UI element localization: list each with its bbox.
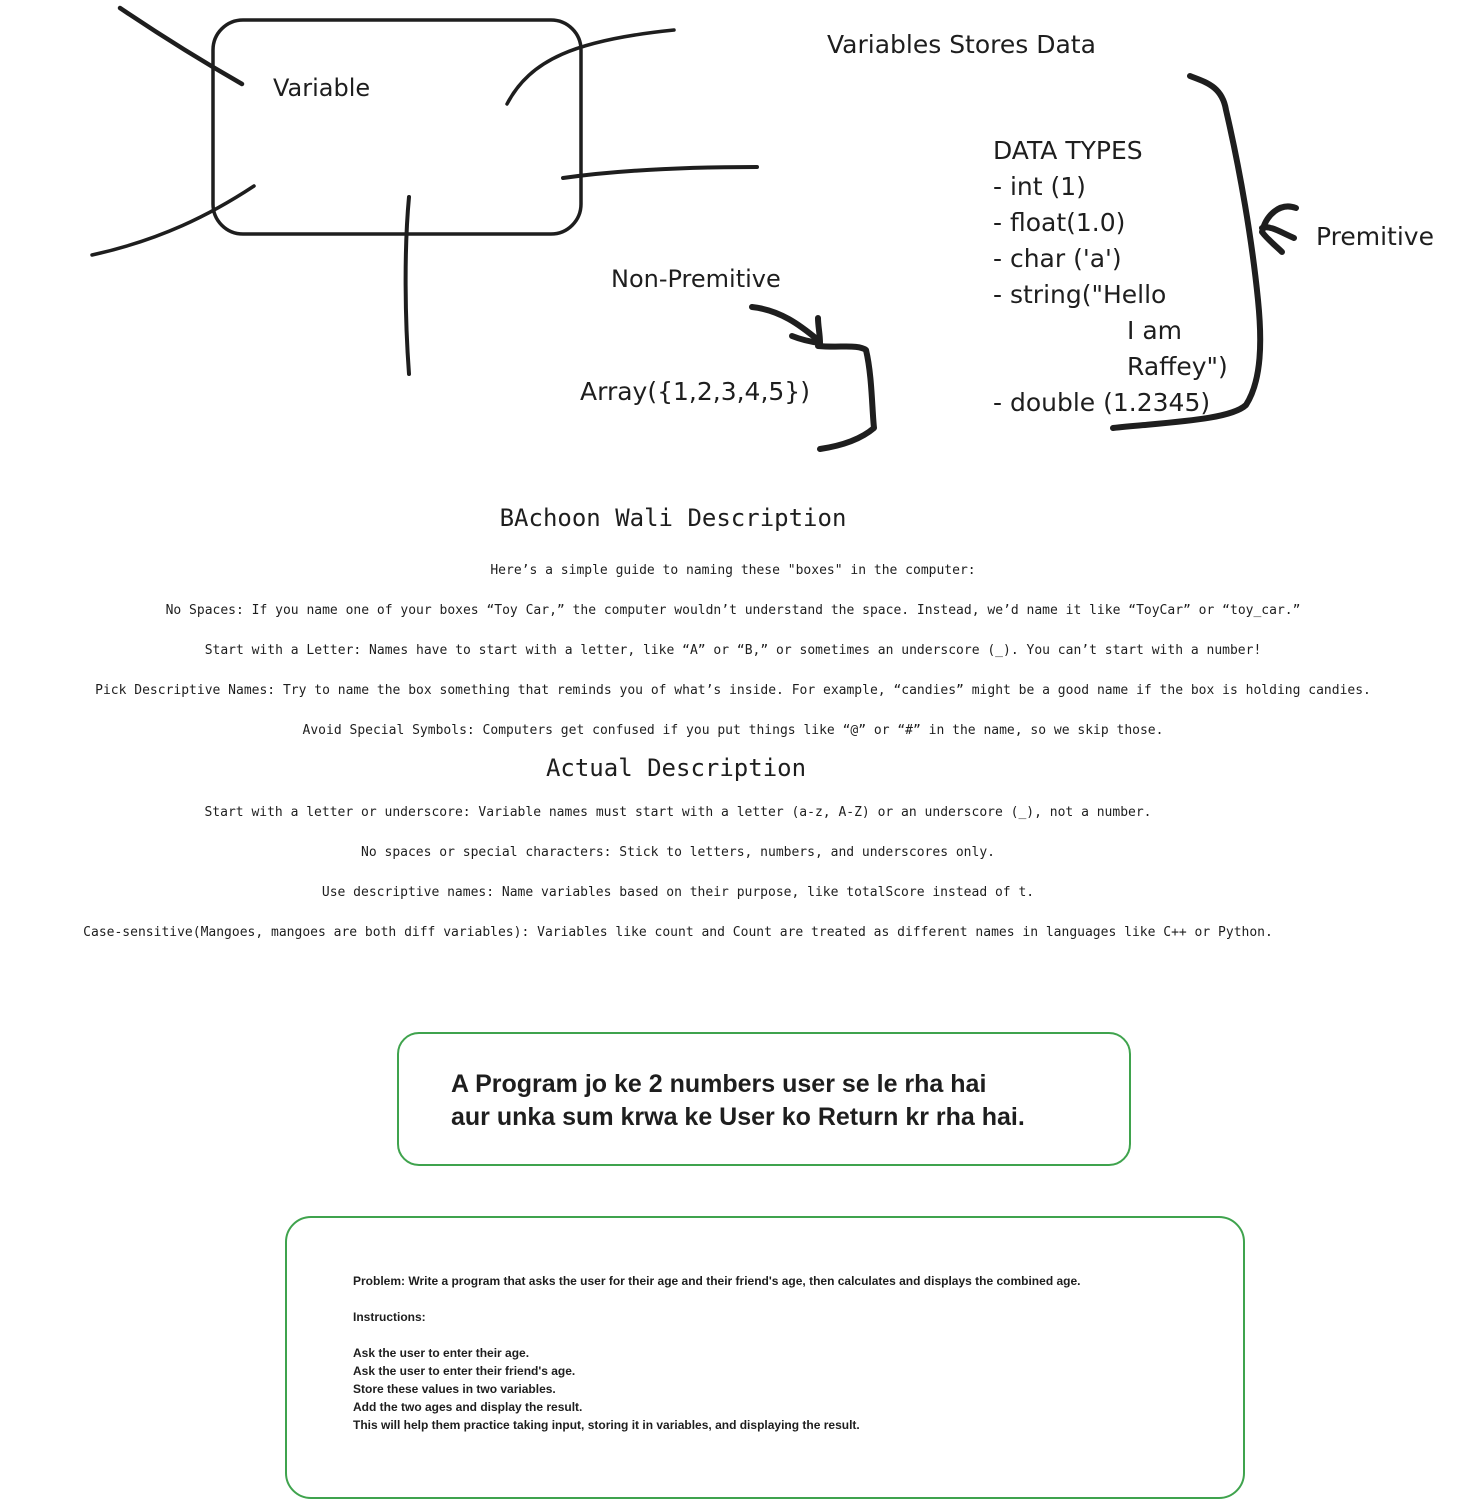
instruction-step: This will help them practice taking input, storing it in variables, and displaying the result.: [353, 1418, 860, 1432]
data-type-item: - string("Hello: [993, 280, 1167, 309]
program-description: [451, 1068, 1101, 1134]
data-type-item: - double (1.2345): [993, 388, 1211, 417]
bachoon-line: Here’s a simple guide to naming these "boxes" in the computer:: [490, 563, 976, 578]
problem-statement: Problem: Write a program that asks the user for their age and their friend's age, then calculates and displays the combined age.: [353, 1274, 1081, 1288]
instruction-step: Ask the user to enter their age.: [353, 1346, 530, 1360]
program-card: [397, 1032, 1131, 1166]
box-stroke-top-right: [507, 30, 674, 104]
premitive-label: Premitive: [1316, 222, 1434, 251]
actual-line: Case-sensitive(Mangoes, mangoes are both diff variables): Variables like count and Count are treated as different names in languages like C++ or Python.: [83, 925, 1273, 940]
data-type-item-continued: Raffey"): [1127, 352, 1228, 381]
data-type-item-continued: I am: [1127, 316, 1182, 345]
array-label: Array({1,2,3,4,5}): [580, 377, 810, 406]
instruction-step: Add the two ages and display the result.: [353, 1400, 583, 1414]
program-line-1: A Program jo ke 2 numbers user se le rha hai: [451, 1070, 987, 1098]
box-stroke-bottom: [406, 197, 409, 374]
data-type-item: - char ('a'): [993, 244, 1122, 273]
problem-content: [353, 1272, 1081, 1434]
non-premitive-label: Non-Premitive: [611, 265, 781, 293]
variables-stores-data-label: Variables Stores Data: [827, 30, 1096, 59]
actual-line: Use descriptive names: Name variables based on their purpose, like totalScore instead of t.: [321, 885, 1035, 900]
bachoon-title: BAchoon Wali Description: [499, 504, 847, 532]
data-types-list: [993, 133, 1228, 421]
box-stroke-right: [563, 167, 757, 178]
bachoon-line: Avoid Special Symbols: Computers get confused if you put things like “@” or “#” in the name, so we skip those.: [302, 723, 1164, 738]
actual-title: Actual Description: [545, 754, 807, 782]
non-premitive-arrow-shaft: [752, 307, 818, 340]
bachoon-line: No Spaces: If you name one of your boxes “Toy Car,” the computer wouldn’t understand the space. Instead, we’d name it like “ToyCar” or “toy_car.”: [165, 603, 1301, 618]
instruction-step: Store these values in two variables.: [353, 1382, 556, 1396]
bachoon-line: Pick Descriptive Names: Try to name the box something that reminds you of what’s inside. For example, “candies” might be a good name if the box is holding candies.: [95, 683, 1371, 698]
instruction-step: Ask the user to enter their friend's age.: [353, 1364, 576, 1378]
box-stroke-top-left: [120, 8, 242, 84]
actual-line: Start with a letter or underscore: Variable names must start with a letter (a-z, A-Z) or an underscore (_), not a number.: [204, 805, 1152, 820]
array-bracket: [818, 346, 874, 449]
actual-line: No spaces or special characters: Stick to letters, numbers, and underscores only.: [361, 845, 995, 860]
data-type-item: - int (1): [993, 172, 1086, 201]
variable-label: Variable: [273, 74, 371, 102]
variable-box: [213, 20, 581, 234]
bachoon-line: Start with a Letter: Names have to start with a letter, like “A” or “B,” or sometimes an underscore (_). You can’t start with a number!: [204, 643, 1262, 658]
data-type-item: - float(1.0): [993, 208, 1126, 237]
instructions-heading: Instructions:: [353, 1310, 426, 1324]
program-line-2: aur unka sum krwa ke User ko Return kr rha hai.: [451, 1103, 1025, 1131]
box-stroke-left: [92, 186, 254, 255]
problem-card: [285, 1216, 1245, 1499]
data-types-heading: DATA TYPES: [993, 136, 1143, 165]
